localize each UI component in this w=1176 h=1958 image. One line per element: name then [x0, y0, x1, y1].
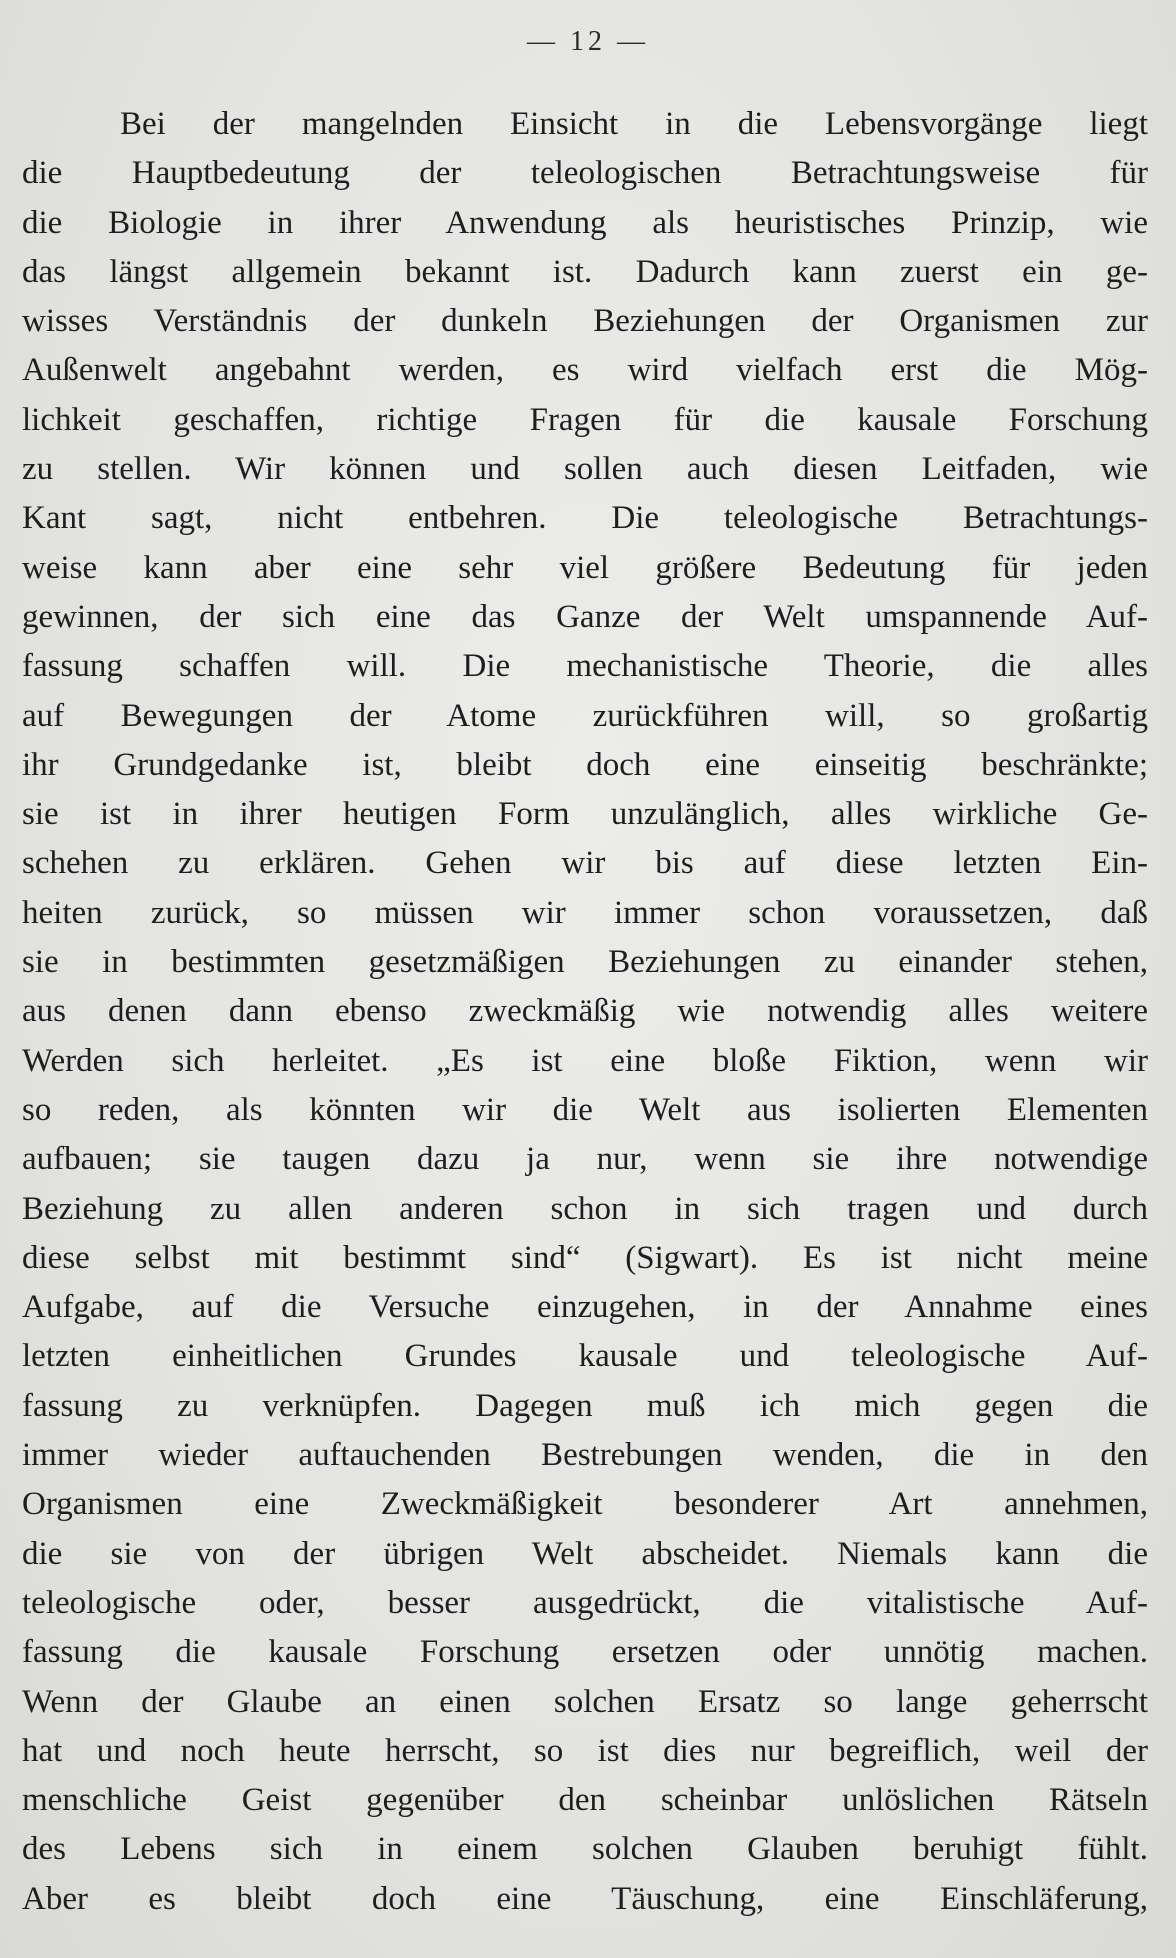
text-line: immer wieder auftauchenden Bestrebungen wenden, die in den [22, 1437, 1148, 1474]
text-line: wisses Verständnis der dunkeln Beziehungen der Organismen zur [22, 303, 1148, 340]
text-line: Kant sagt, nicht entbehren. Die teleologische Betrachtungs- [22, 500, 1148, 537]
text-line: Bei der mangelnden Einsicht in die Lebensvorgänge liegt [120, 106, 1148, 142]
text-line: des Lebens sich in einem solchen Glauben beruhigt fühlt. [22, 1831, 1148, 1868]
page-number: — 12 — [527, 26, 649, 57]
text-line: Aufgabe, auf die Versuche einzugehen, in der Annahme eines [22, 1289, 1148, 1326]
text-line: das längst allgemein bekannt ist. Dadurch kann zuerst ein ge- [22, 253, 1148, 290]
text-line: auf Bewegungen der Atome zurückführen will, so großartig [22, 697, 1148, 734]
text-line: schehen zu erklären. Gehen wir bis auf diese letzten Ein- [22, 845, 1148, 882]
text-line: fassung die kausale Forschung ersetzen oder unnötig machen. [22, 1634, 1148, 1671]
text-line: letzten einheitlichen Grundes kausale und teleologische Auf- [22, 1338, 1148, 1375]
text-line: hat und noch heute herrscht, so ist dies nur begreiflich, weil der [22, 1732, 1148, 1769]
text-line: fassung schaffen will. Die mechanistische Theorie, die alles [22, 648, 1148, 685]
text-line: Aber es bleibt doch eine Täuschung, eine Einschläferung, [22, 1880, 1148, 1917]
text-line: heiten zurück, so müssen wir immer schon voraussetzen, daß [22, 894, 1148, 931]
text-line: Außenwelt angebahnt werden, es wird vielfach erst die Mög- [22, 352, 1148, 389]
text-line: Wenn der Glaube an einen solchen Ersatz so lange geherrscht [22, 1683, 1148, 1720]
body-paragraph [22, 100, 1148, 1924]
text-line: sie in bestimmten gesetzmäßigen Beziehungen zu einander stehen, [22, 944, 1148, 981]
text-line: aufbauen; sie taugen dazu ja nur, wenn sie ihre notwendige [22, 1141, 1148, 1178]
text-line: zu stellen. Wir können und sollen auch diesen Leitfaden, wie [22, 451, 1148, 488]
text-line: lichkeit geschaffen, richtige Fragen für die kausale Forschung [22, 401, 1148, 438]
text-line: gewinnen, der sich eine das Ganze der Welt umspannende Auf- [22, 598, 1148, 635]
text-line: die Biologie in ihrer Anwendung als heuristisches Prinzip, wie [22, 204, 1148, 241]
text-line: Organismen eine Zweckmäßigkeit besonderer Art annehmen, [22, 1486, 1148, 1523]
text-line: Beziehung zu allen anderen schon in sich tragen und durch [22, 1190, 1148, 1227]
text-line: sie ist in ihrer heutigen Form unzulänglich, alles wirkliche Ge- [22, 796, 1148, 833]
text-line: die Hauptbedeutung der teleologischen Betrachtungsweise für [22, 155, 1148, 192]
text-line: so reden, als könnten wir die Welt aus isolierten Elementen [22, 1091, 1148, 1128]
text-line: Werden sich herleitet. „Es ist eine bloße Fiktion, wenn wir [22, 1042, 1148, 1079]
text-line: ihr Grundgedanke ist, bleibt doch eine einseitig beschränkte; [22, 746, 1148, 783]
text-line: menschliche Geist gegenüber den scheinbar unlöslichen Rätseln [22, 1782, 1148, 1819]
text-line: fassung zu verknüpfen. Dagegen muß ich mich gegen die [22, 1387, 1148, 1424]
text-line: weise kann aber eine sehr viel größere Bedeutung für jeden [22, 549, 1148, 586]
text-line: teleologische oder, besser ausgedrückt, die vitalistische Auf- [22, 1584, 1148, 1621]
text-line: aus denen dann ebenso zweckmäßig wie notwendig alles weitere [22, 993, 1148, 1030]
text-line: die sie von der übrigen Welt abscheidet. Niemals kann die [22, 1535, 1148, 1572]
text-line: diese selbst mit bestimmt sind“ (Sigwart). Es ist nicht meine [22, 1239, 1148, 1276]
